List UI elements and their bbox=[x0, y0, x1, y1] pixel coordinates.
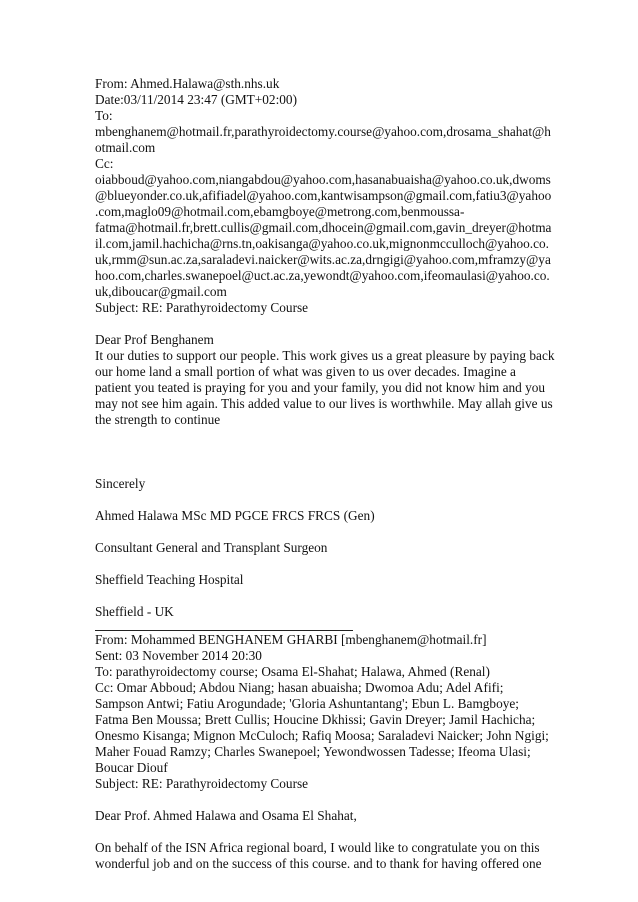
email-document bbox=[95, 76, 555, 872]
signature-name: Ahmed Halawa MSc MD PGCE FRCS FRCS (Gen) bbox=[95, 508, 375, 523]
orig-header-cc-line: Onesmo Kisanga; Mignon McCuloch; Rafiq Moosa; Saraladevi Naicker; John Ngigi; bbox=[95, 728, 549, 743]
reply-body bbox=[95, 348, 555, 428]
header-cc-line: fatma@hotmail.fr,brett.cullis@gmail.com,dhocein@gmail.com,gavin_dreyer@hotma bbox=[95, 220, 552, 235]
header-cc-line: uk,rmm@sun.ac.za,saraladevi.naicker@wits.ac.za,drngigi@yahoo.com,mframzy@ya bbox=[95, 252, 551, 267]
header-cc-line: .com,maglo09@hotmail.com,ebamgboye@metrong.com,benmoussa- bbox=[95, 204, 465, 219]
orig-header-from: From: Mohammed BENGHANEM GHARBI [mbenghanem@hotmail.fr] bbox=[95, 632, 487, 647]
orig-header-cc-line: Maher Fouad Ramzy; Charles Swanepoel; Yewondwossen Tadesse; Ifeoma Ulasi; bbox=[95, 744, 531, 759]
body-line: patient you teated is praying for you and your family, you did not know him and you bbox=[95, 380, 546, 395]
orig-header-subject: Subject: RE: Parathyroidectomy Course bbox=[95, 776, 309, 791]
header-to-label: To: bbox=[95, 108, 113, 123]
orig-header-sent: Sent: 03 November 2014 20:30 bbox=[95, 648, 262, 663]
header-cc-line: hoo.com,charles.swanepoel@uct.ac.za,yewondt@yahoo.com,ifeomaulasi@yahoo.co. bbox=[95, 268, 550, 283]
orig-header-cc-line: Fatma Ben Moussa; Brett Cullis; Houcine Dkhissi; Gavin Dreyer; Jamil Hachicha; bbox=[95, 712, 536, 727]
body-line: our home land a small portion of what was given to us over decades. Imagine a bbox=[95, 364, 516, 379]
original-header bbox=[95, 632, 549, 792]
orig-header-cc: Cc: Omar Abboud; Abdou Niang; hasan abuaisha; Dwomoa Adu; Adel Afifi; bbox=[95, 680, 504, 695]
header-from: From: Ahmed.Halawa@sth.nhs.uk bbox=[95, 76, 280, 91]
header-cc-line: @blueyonder.co.uk,afifiadel@yahoo.com,kantwisampson@gmail.com,fatiu3@yahoo bbox=[95, 188, 552, 203]
header-cc-label: Cc: bbox=[95, 156, 114, 171]
header-cc-line: oiabboud@yahoo.com,niangabdou@yahoo.com,hasanabuaisha@yahoo.co.uk,dwoms bbox=[95, 172, 551, 187]
header-cc-line: il.com,jamil.hachicha@rns.tn,oakisanga@yahoo.co.uk,mignonmcculloch@yahoo.co. bbox=[95, 236, 549, 251]
orig-header-to: To: parathyroidectomy course; Osama El-Shahat; Halawa, Ahmed (Renal) bbox=[95, 664, 490, 679]
body-line: wonderful job and on the success of this course. and to thank for having offered one bbox=[95, 856, 542, 871]
signature-location: Sheffield - UK bbox=[95, 604, 174, 619]
header-subject: Subject: RE: Parathyroidectomy Course bbox=[95, 300, 309, 315]
header-to-line: mbenghanem@hotmail.fr,parathyroidectomy.course@yahoo.com,drosama_shahat@h bbox=[95, 124, 551, 139]
original-greeting: Dear Prof. Ahmed Halawa and Osama El Shahat, bbox=[95, 808, 357, 823]
orig-header-cc-line: Sampson Antwi; Fatiu Arogundade; 'Gloria Ashuntantang'; Ebun L. Bamgboye; bbox=[95, 696, 519, 711]
body-line: may not see him again. This added value to our lives is worthwhile. May allah give us bbox=[95, 396, 553, 411]
body-line: It our duties to support our people. This work gives us a great pleasure by paying back bbox=[95, 348, 555, 363]
separator-rule bbox=[95, 630, 353, 631]
reply-greeting: Dear Prof Benghanem bbox=[95, 332, 214, 347]
signoff: Sincerely bbox=[95, 476, 146, 491]
original-body bbox=[95, 840, 545, 872]
reply-header bbox=[95, 76, 552, 316]
body-line: On behalf of the ISN Africa regional board, I would like to congratulate you on this bbox=[95, 840, 540, 855]
header-to-line: otmail.com bbox=[95, 140, 156, 155]
orig-header-cc-line: Boucar Diouf bbox=[95, 760, 168, 775]
signature-title: Consultant General and Transplant Surgeon bbox=[95, 540, 328, 555]
header-date: Date:03/11/2014 23:47 (GMT+02:00) bbox=[95, 92, 298, 107]
signature-hospital: Sheffield Teaching Hospital bbox=[95, 572, 244, 587]
header-cc-line: uk,diboucar@gmail.com bbox=[95, 284, 227, 299]
body-line: the strength to continue bbox=[95, 412, 221, 427]
